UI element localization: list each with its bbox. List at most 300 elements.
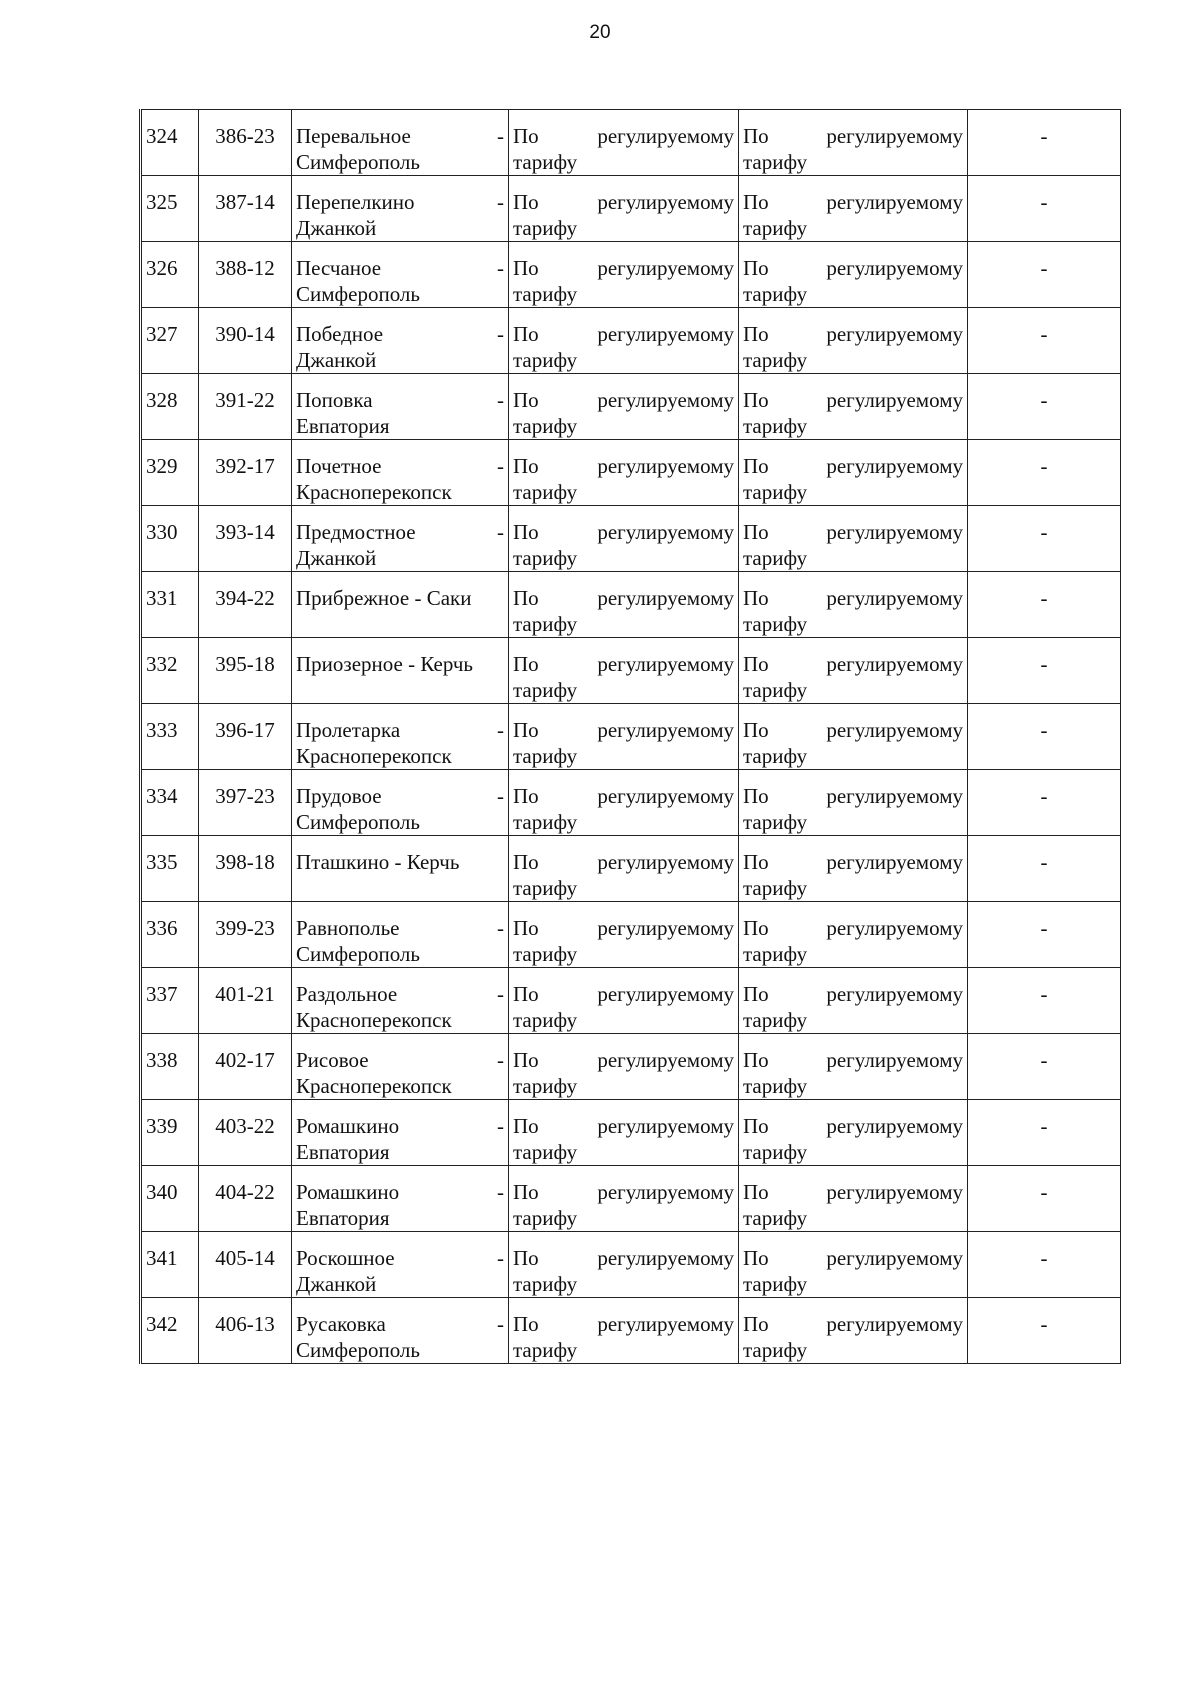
tariff-cell-1 [509,572,739,638]
tariff-2-word-c: тарифу [743,1206,808,1230]
route-origin: Пролетарка [296,718,401,742]
route-separator: - [497,190,504,214]
tariff-2-line1 [743,387,963,413]
tariff-1-word-b: регулируемому [597,190,734,214]
route-separator: - [497,388,504,412]
tariff-1-word-c: тарифу [513,678,578,702]
tariff-1-word-b: регулируемому [597,1312,734,1336]
route-name [292,374,509,440]
table-row [141,242,1121,308]
tariff-cell-2 [739,1298,968,1364]
route-name-line1 [296,255,504,281]
tariff-2-line1 [743,981,963,1007]
tariff-cell-1 [509,1298,739,1364]
tariff-1-line1 [513,387,734,413]
route-separator: - [497,256,504,280]
tariff-1-word-a: По [513,454,539,478]
row-number: 329 [141,440,199,506]
tariff-2-word-b: регулируемому [826,1114,963,1138]
route-destination: Джанкой [296,348,377,372]
route-name-line1 [296,1113,504,1139]
route-code: 392-17 [199,440,292,506]
row-number: 339 [141,1100,199,1166]
tariff-2-line1 [743,585,963,611]
row-number: 332 [141,638,199,704]
route-name [292,176,509,242]
tariff-2-word-b: регулируемому [826,1312,963,1336]
route-destination: Джанкой [296,1272,377,1296]
tariff-2-word-c: тарифу [743,414,808,438]
route-code: 391-22 [199,374,292,440]
tariff-1-word-a: По [513,784,539,808]
tariff-1-line1 [513,1113,734,1139]
tariff-2-line1 [743,1047,963,1073]
route-code: 394-22 [199,572,292,638]
tariff-1-word-c: тарифу [513,348,578,372]
route-code: 386-23 [199,110,292,176]
extra-cell: - [968,704,1121,770]
tariff-cell-2 [739,440,968,506]
route-origin: Почетное [296,454,382,478]
route-origin: Ромашкино [296,1180,400,1204]
extra-cell: - [968,176,1121,242]
extra-cell: - [968,638,1121,704]
tariff-2-word-a: По [743,850,769,874]
tariff-2-word-c: тарифу [743,678,808,702]
tariff-1-line1 [513,189,734,215]
row-number: 330 [141,506,199,572]
tariff-cell-1 [509,440,739,506]
tariff-cell-1 [509,308,739,374]
route-name [292,572,509,638]
tariff-2-word-c: тарифу [743,348,808,372]
tariff-2-word-c: тарифу [743,1008,808,1032]
route-code: 395-18 [199,638,292,704]
tariff-cell-2 [739,1166,968,1232]
route-code: 403-22 [199,1100,292,1166]
route-name-line1 [296,1311,504,1337]
tariff-2-word-c: тарифу [743,546,808,570]
tariff-1-word-a: По [513,520,539,544]
tariff-2-word-a: По [743,1180,769,1204]
tariff-2-line1 [743,1245,963,1271]
tariff-1-word-b: регулируемому [597,1048,734,1072]
route-name-line1 [296,783,504,809]
route-name [292,242,509,308]
table-row [141,110,1121,176]
tariff-1-word-c: тарифу [513,810,578,834]
tariff-cell-2 [739,1100,968,1166]
tariff-cell-2 [739,704,968,770]
extra-cell: - [968,770,1121,836]
tariff-2-word-b: регулируемому [826,718,963,742]
tariff-1-word-a: По [513,190,539,214]
tariff-1-word-c: тарифу [513,216,578,240]
route-origin: Раздольное [296,982,398,1006]
route-destination: Симферополь [296,150,420,174]
tariff-cell-1 [509,1166,739,1232]
row-number: 341 [141,1232,199,1298]
tariff-2-word-a: По [743,1246,769,1270]
route-destination: Евпатория [296,1140,390,1164]
tariff-1-word-b: регулируемому [597,322,734,346]
route-destination: Симферополь [296,810,420,834]
tariff-1-word-c: тарифу [513,414,578,438]
route-name [292,968,509,1034]
route-code: 405-14 [199,1232,292,1298]
tariff-2-word-b: регулируемому [826,1246,963,1270]
tariff-1-line1 [513,585,734,611]
route-code: 406-13 [199,1298,292,1364]
tariff-cell-1 [509,770,739,836]
tariff-2-line1 [743,189,963,215]
route-separator: - [497,520,504,544]
route-destination: Симферополь [296,942,420,966]
tariff-1-line1 [513,453,734,479]
tariff-1-line1 [513,915,734,941]
tariff-1-word-c: тарифу [513,1074,578,1098]
tariff-1-word-c: тарифу [513,876,578,900]
extra-cell: - [968,836,1121,902]
tariff-1-line1 [513,519,734,545]
tariff-2-line1 [743,321,963,347]
route-name [292,1232,509,1298]
tariff-cell-2 [739,638,968,704]
route-name [292,1100,509,1166]
route-code: 388-12 [199,242,292,308]
tariff-1-word-b: регулируемому [597,652,734,676]
row-number: 342 [141,1298,199,1364]
tariff-2-word-c: тарифу [743,216,808,240]
route-separator: - [497,1114,504,1138]
tariff-2-word-b: регулируемому [826,124,963,148]
row-number: 327 [141,308,199,374]
tariff-2-word-b: регулируемому [826,520,963,544]
route-origin: Русаковка [296,1312,386,1336]
tariff-1-word-a: По [513,1180,539,1204]
tariff-1-word-c: тарифу [513,480,578,504]
tariff-2-word-a: По [743,124,769,148]
route-origin: Поповка [296,388,373,412]
route-name-line1 [296,651,504,677]
tariff-2-word-a: По [743,784,769,808]
extra-cell: - [968,242,1121,308]
tariff-2-word-c: тарифу [743,942,808,966]
table-row [141,176,1121,242]
route-destination: Евпатория [296,1206,390,1230]
route-destination: Джанкой [296,546,377,570]
tariff-1-word-b: регулируемому [597,718,734,742]
tariff-1-line1 [513,783,734,809]
tariff-cell-1 [509,704,739,770]
table-row [141,1166,1121,1232]
route-name-line1 [296,387,504,413]
route-name [292,308,509,374]
tariff-2-line1 [743,1179,963,1205]
route-name [292,902,509,968]
extra-cell: - [968,968,1121,1034]
tariff-1-word-a: По [513,1048,539,1072]
tariff-2-word-a: По [743,520,769,544]
tariff-1-word-a: По [513,652,539,676]
route-destination: Симферополь [296,1338,420,1362]
tariff-2-word-a: По [743,718,769,742]
route-origin: Победное [296,322,384,346]
tariff-2-word-c: тарифу [743,1272,808,1296]
tariff-1-word-a: По [513,256,539,280]
tariff-2-word-a: По [743,1312,769,1336]
row-number: 336 [141,902,199,968]
tariff-cell-1 [509,902,739,968]
row-number: 325 [141,176,199,242]
route-destination: Джанкой [296,216,377,240]
tariff-2-word-c: тарифу [743,876,808,900]
route-name-line1 [296,1179,504,1205]
routes-table-body [141,110,1121,1364]
route-name-line1 [296,849,504,875]
row-number: 338 [141,1034,199,1100]
page-number: 20 [589,22,611,43]
tariff-cell-1 [509,176,739,242]
tariff-1-word-c: тарифу [513,1206,578,1230]
route-separator: - [497,322,504,346]
route-code: 398-18 [199,836,292,902]
tariff-cell-1 [509,374,739,440]
table-row [141,902,1121,968]
tariff-1-word-b: регулируемому [597,982,734,1006]
tariff-1-word-b: регулируемому [597,1246,734,1270]
tariff-2-word-b: регулируемому [826,850,963,874]
tariff-cell-1 [509,242,739,308]
route-code: 396-17 [199,704,292,770]
tariff-1-word-c: тарифу [513,1272,578,1296]
route-name-line1 [296,915,504,941]
table-row [141,1232,1121,1298]
table-row [141,770,1121,836]
row-number: 334 [141,770,199,836]
extra-cell: - [968,1166,1121,1232]
route-separator: - [497,454,504,478]
tariff-2-word-a: По [743,322,769,346]
row-number: 326 [141,242,199,308]
table-row [141,1100,1121,1166]
route-name-line1 [296,981,504,1007]
route-destination: Симферополь [296,282,420,306]
extra-cell: - [968,110,1121,176]
extra-cell: - [968,1034,1121,1100]
table-row [141,638,1121,704]
tariff-1-word-c: тарифу [513,1008,578,1032]
route-separator: - [497,784,504,808]
route-name-line1 [296,189,504,215]
tariff-2-word-b: регулируемому [826,784,963,808]
table-row [141,1034,1121,1100]
tariff-1-word-c: тарифу [513,1140,578,1164]
route-code: 401-21 [199,968,292,1034]
route-name [292,638,509,704]
route-origin: Прибрежное - Саки [296,586,472,610]
routes-table [139,109,1121,1364]
route-origin: Прудовое [296,784,382,808]
tariff-cell-1 [509,638,739,704]
tariff-cell-2 [739,836,968,902]
tariff-cell-2 [739,770,968,836]
tariff-cell-1 [509,968,739,1034]
table-row [141,968,1121,1034]
tariff-2-line1 [743,849,963,875]
tariff-cell-2 [739,374,968,440]
extra-cell: - [968,1298,1121,1364]
route-code: 390-14 [199,308,292,374]
route-separator: - [497,982,504,1006]
tariff-1-line1 [513,849,734,875]
tariff-1-word-a: По [513,718,539,742]
tariff-1-word-b: регулируемому [597,1114,734,1138]
tariff-1-word-a: По [513,982,539,1006]
tariff-2-line1 [743,915,963,941]
tariff-1-word-c: тарифу [513,744,578,768]
tariff-1-line1 [513,981,734,1007]
tariff-1-word-a: По [513,322,539,346]
extra-cell: - [968,440,1121,506]
route-name [292,836,509,902]
route-destination: Красноперекопск [296,744,452,768]
tariff-1-word-c: тарифу [513,546,578,570]
tariff-2-word-a: По [743,982,769,1006]
tariff-2-line1 [743,1113,963,1139]
tariff-2-word-c: тарифу [743,150,808,174]
tariff-2-word-a: По [743,652,769,676]
tariff-cell-2 [739,242,968,308]
tariff-2-line1 [743,1311,963,1337]
row-number: 328 [141,374,199,440]
route-separator: - [497,1312,504,1336]
tariff-2-word-a: По [743,916,769,940]
tariff-1-word-a: По [513,124,539,148]
route-origin: Перевальное [296,124,411,148]
tariff-cell-1 [509,1100,739,1166]
route-origin: Равнополье [296,916,400,940]
tariff-1-word-c: тарифу [513,150,578,174]
tariff-1-line1 [513,1311,734,1337]
row-number: 337 [141,968,199,1034]
route-destination: Красноперекопск [296,1074,452,1098]
tariff-cell-2 [739,902,968,968]
tariff-2-word-c: тарифу [743,810,808,834]
route-name [292,110,509,176]
tariff-cell-2 [739,1232,968,1298]
route-name-line1 [296,123,504,149]
route-name [292,1298,509,1364]
tariff-1-line1 [513,717,734,743]
tariff-2-word-a: По [743,586,769,610]
route-separator: - [497,1048,504,1072]
tariff-1-word-b: регулируемому [597,1180,734,1204]
route-name-line1 [296,321,504,347]
extra-cell: - [968,1100,1121,1166]
tariff-2-word-b: регулируемому [826,586,963,610]
tariff-1-line1 [513,255,734,281]
extra-cell: - [968,572,1121,638]
route-separator: - [497,718,504,742]
tariff-2-line1 [743,255,963,281]
route-name-line1 [296,1047,504,1073]
tariff-2-word-c: тарифу [743,612,808,636]
table-row [141,440,1121,506]
route-name [292,1034,509,1100]
tariff-2-word-c: тарифу [743,282,808,306]
tariff-2-word-c: тарифу [743,1140,808,1164]
route-origin: Рисовое [296,1048,369,1072]
tariff-1-word-a: По [513,388,539,412]
route-name-line1 [296,453,504,479]
tariff-cell-2 [739,110,968,176]
tariff-cell-2 [739,176,968,242]
tariff-1-word-c: тарифу [513,282,578,306]
route-name-line1 [296,717,504,743]
route-separator: - [497,1180,504,1204]
tariff-cell-2 [739,506,968,572]
tariff-1-word-a: По [513,1114,539,1138]
route-separator: - [497,124,504,148]
tariff-1-word-c: тарифу [513,612,578,636]
route-name-line1 [296,519,504,545]
extra-cell: - [968,1232,1121,1298]
row-number: 324 [141,110,199,176]
tariff-2-word-a: По [743,256,769,280]
tariff-1-word-b: регулируемому [597,388,734,412]
row-number: 340 [141,1166,199,1232]
table-row [141,1298,1121,1364]
route-name-line1 [296,585,504,611]
tariff-1-word-b: регулируемому [597,784,734,808]
route-code: 402-17 [199,1034,292,1100]
tariff-2-line1 [743,123,963,149]
tariff-cell-2 [739,968,968,1034]
tariff-2-word-a: По [743,454,769,478]
tariff-2-line1 [743,783,963,809]
tariff-1-line1 [513,1179,734,1205]
tariff-cell-2 [739,572,968,638]
extra-cell: - [968,506,1121,572]
tariff-1-word-b: регулируемому [597,520,734,544]
tariff-cell-1 [509,1232,739,1298]
tariff-2-word-b: регулируемому [826,256,963,280]
tariff-2-word-b: регулируемому [826,322,963,346]
table-row [141,572,1121,638]
route-destination: Евпатория [296,414,390,438]
table-row [141,506,1121,572]
route-origin: Предмостное [296,520,416,544]
tariff-2-line1 [743,519,963,545]
tariff-1-line1 [513,123,734,149]
row-number: 335 [141,836,199,902]
route-code: 393-14 [199,506,292,572]
tariff-2-word-b: регулируемому [826,652,963,676]
table-row [141,704,1121,770]
route-name [292,770,509,836]
tariff-1-word-b: регулируемому [597,454,734,478]
tariff-1-word-a: По [513,916,539,940]
tariff-1-word-b: регулируемому [597,256,734,280]
tariff-2-word-b: регулируемому [826,982,963,1006]
tariff-2-word-c: тарифу [743,1074,808,1098]
tariff-2-word-c: тарифу [743,744,808,768]
tariff-2-word-a: По [743,190,769,214]
route-name [292,704,509,770]
route-origin: Приозерное - Керчь [296,652,473,676]
route-origin: Перепелкино [296,190,415,214]
